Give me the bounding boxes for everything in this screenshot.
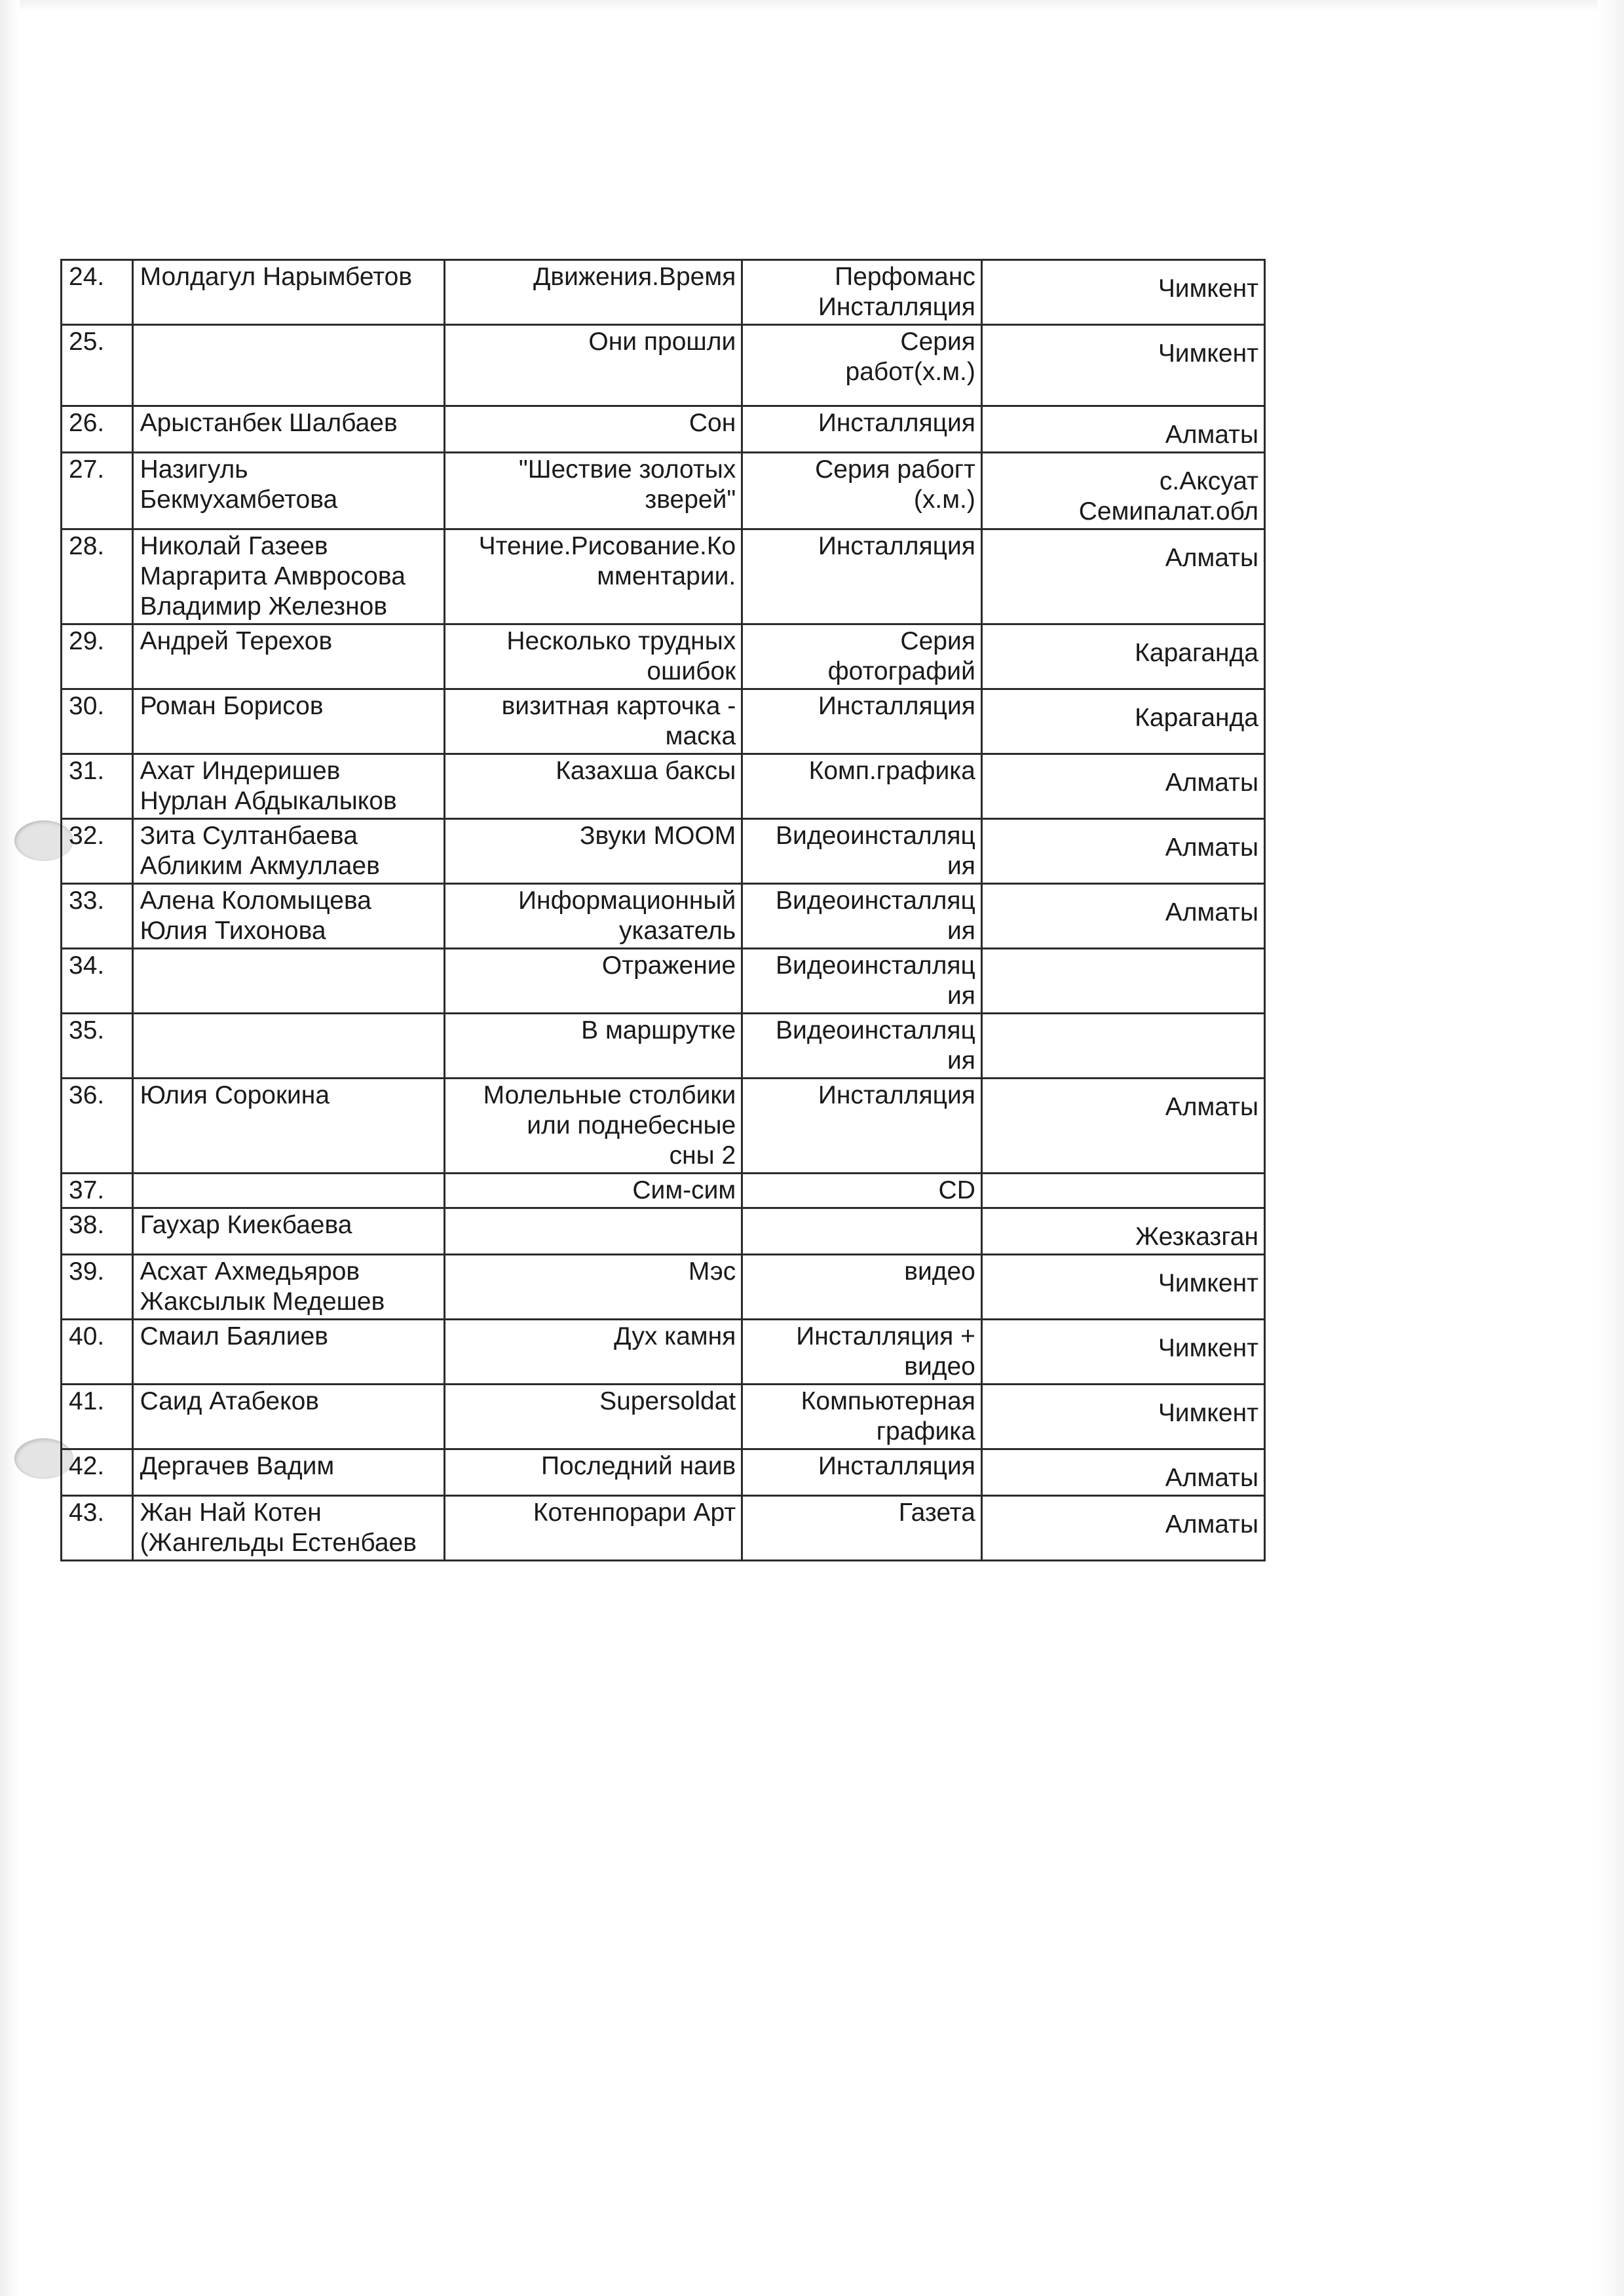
scan-edge-right <box>1598 0 1624 2296</box>
row-number: 35. <box>69 1016 105 1044</box>
row-number-cell <box>62 754 133 819</box>
work-type-cell <box>742 1255 982 1320</box>
row-number: 30. <box>69 692 105 720</box>
work-title-cell <box>445 819 742 884</box>
row-number-cell <box>62 529 133 624</box>
city: Алматы <box>1165 833 1258 862</box>
artist-name-cell <box>132 1079 444 1174</box>
artist-name: Арыстанбек Шалбаев <box>140 409 398 437</box>
work-type: Инсталляция <box>818 692 975 720</box>
work-type-cell <box>742 949 982 1014</box>
table-row <box>62 406 1265 453</box>
work-type-cell <box>742 1208 982 1255</box>
city-cell <box>981 689 1264 754</box>
work-type: Инсталляция + видео <box>796 1322 975 1381</box>
city <box>989 1176 1258 1187</box>
city: Алматы <box>1165 1510 1258 1539</box>
row-number: 28. <box>69 532 105 560</box>
table-row <box>62 754 1265 819</box>
work-title: Сим-сим <box>632 1176 736 1204</box>
table-row <box>62 1014 1265 1079</box>
artist-name: Молдагул Нарымбетов <box>140 263 413 291</box>
work-title-cell <box>445 325 742 406</box>
artist-name-cell <box>132 1496 444 1561</box>
work-title: Отражение <box>601 951 736 980</box>
row-number: 38. <box>69 1211 105 1239</box>
row-number-cell <box>62 1014 133 1079</box>
work-title-cell <box>445 624 742 689</box>
row-number: 25. <box>69 328 105 356</box>
work-type-cell <box>742 1014 982 1079</box>
work-type: Серия рабогт (х.м.) <box>815 455 975 514</box>
work-title-cell <box>445 689 742 754</box>
city-cell <box>981 1208 1264 1255</box>
row-number-cell <box>62 1208 133 1255</box>
work-title-cell <box>445 884 742 949</box>
work-type-cell <box>742 819 982 884</box>
row-number: 29. <box>69 627 105 655</box>
row-number: 24. <box>69 263 105 291</box>
work-type-cell <box>742 884 982 949</box>
city: с.Аксуат Семипалат.обл <box>1078 467 1258 526</box>
city-cell <box>981 1449 1264 1496</box>
artist-name: Зита Султанбаева Абликим Акмуллаев <box>140 822 380 880</box>
row-number-cell <box>62 949 133 1014</box>
table-row <box>62 1496 1265 1561</box>
work-type-cell <box>742 529 982 624</box>
city-cell <box>981 1014 1264 1079</box>
artist-name-cell <box>132 624 444 689</box>
row-number: 42. <box>69 1452 105 1480</box>
work-title-cell <box>445 949 742 1014</box>
work-type: CD <box>938 1176 975 1204</box>
work-title: Котенпорари Арт <box>533 1499 736 1527</box>
work-type: Видеоинсталляц ия <box>776 951 975 1010</box>
table-row <box>62 325 1265 406</box>
work-title: визитная карточка - маска <box>501 692 736 750</box>
city: Чимкент <box>1158 1334 1258 1362</box>
row-number-cell <box>62 1385 133 1449</box>
table-body <box>62 260 1265 1561</box>
row-number: 41. <box>69 1387 105 1415</box>
work-title: Информационный указатель <box>518 887 736 945</box>
work-title: Supersoldat <box>599 1387 736 1415</box>
work-type-cell <box>742 453 982 529</box>
artist-name-cell <box>132 529 444 624</box>
artist-name: Юлия Сорокина <box>140 1081 330 1109</box>
row-number: 26. <box>69 409 105 437</box>
artist-name: Жан Най Котен (Жангельды Естенбаев <box>140 1499 417 1557</box>
artist-name-cell <box>132 1208 444 1255</box>
artist-name-cell <box>132 1385 444 1449</box>
artist-name: Роман Борисов <box>140 692 324 720</box>
artist-name: Назигуль Бекмухамбетова <box>140 455 338 514</box>
row-number-cell <box>62 689 133 754</box>
table-row <box>62 1079 1265 1174</box>
work-type-cell <box>742 1174 982 1208</box>
work-type-cell <box>742 689 982 754</box>
city: Караганда <box>1135 704 1258 732</box>
table-row <box>62 1449 1265 1496</box>
artist-name-cell <box>132 1320 444 1385</box>
artist-name: Асхат Ахмедьяров Жаксылык Медешев <box>140 1257 385 1316</box>
city-cell <box>981 624 1264 689</box>
artist-name: Дергачев Вадим <box>140 1452 335 1480</box>
artist-name-cell <box>132 1014 444 1079</box>
city-cell <box>981 325 1264 406</box>
work-title: Движения.Время <box>533 263 736 291</box>
table-row <box>62 949 1265 1014</box>
scan-edge-top <box>0 0 1624 12</box>
work-title-cell <box>445 529 742 624</box>
work-title: Звуки МООМ <box>580 822 736 850</box>
work-type: Видеоинсталляц ия <box>776 822 975 880</box>
table-row <box>62 1320 1265 1385</box>
city-cell <box>981 453 1264 529</box>
work-type: Инсталляция <box>818 1081 975 1109</box>
city: Жезказган <box>1135 1223 1258 1251</box>
work-title-cell <box>445 1449 742 1496</box>
row-number: 39. <box>69 1257 105 1286</box>
city: Чимкент <box>1158 275 1258 303</box>
row-number-cell <box>62 1174 133 1208</box>
table-row <box>62 689 1265 754</box>
work-type-cell <box>742 406 982 453</box>
row-number-cell <box>62 1496 133 1561</box>
work-title: Чтение.Рисование.Ко мментарии. <box>478 532 736 590</box>
work-title: Дух камня <box>614 1322 736 1350</box>
city-cell <box>981 819 1264 884</box>
work-type: Инсталляция <box>818 409 975 437</box>
work-type: Видеоинсталляц ия <box>776 887 975 945</box>
city <box>989 1016 1258 1027</box>
artist-name-cell <box>132 1174 444 1208</box>
work-title-cell <box>445 1320 742 1385</box>
artist-name-cell <box>132 1255 444 1320</box>
city-cell <box>981 406 1264 453</box>
work-type: Серия работ(х.м.) <box>845 328 975 386</box>
city-cell <box>981 1079 1264 1174</box>
city: Караганда <box>1135 639 1258 667</box>
work-title: Мэс <box>688 1257 736 1286</box>
city-cell <box>981 1174 1264 1208</box>
row-number: 43. <box>69 1499 105 1527</box>
work-title: Сон <box>689 409 736 437</box>
table-row <box>62 453 1265 529</box>
table-row <box>62 884 1265 949</box>
work-title-cell <box>445 1385 742 1449</box>
artist-name: Алена Коломыцева Юлия Тихонова <box>140 887 371 945</box>
work-title-cell <box>445 1174 742 1208</box>
artist-name-cell <box>132 260 444 325</box>
work-type: Перфоманс Инсталляция <box>818 263 975 321</box>
work-type-cell <box>742 260 982 325</box>
work-type: Инсталляция <box>818 1452 975 1480</box>
city-cell <box>981 1255 1264 1320</box>
table-row <box>62 529 1265 624</box>
work-type: Серия фотографий <box>827 627 975 685</box>
work-title-cell <box>445 406 742 453</box>
artist-name-cell <box>132 949 444 1014</box>
work-type-cell <box>742 325 982 406</box>
work-title: Молельные столбики или поднебесные сны 2 <box>483 1081 736 1170</box>
artist-name-cell <box>132 884 444 949</box>
row-number-cell <box>62 1449 133 1496</box>
artist-name-cell <box>132 754 444 819</box>
city-cell <box>981 1496 1264 1561</box>
work-type: Видеоинсталляц ия <box>776 1016 975 1075</box>
scan-edge-left <box>0 0 20 2296</box>
row-number-cell <box>62 325 133 406</box>
work-title-cell <box>445 1255 742 1320</box>
work-title-cell <box>445 260 742 325</box>
artist-name-cell <box>132 689 444 754</box>
table-row <box>62 624 1265 689</box>
artist-name-cell <box>132 325 444 406</box>
row-number: 32. <box>69 822 105 850</box>
row-number-cell <box>62 624 133 689</box>
work-type-cell <box>742 1496 982 1561</box>
city: Алматы <box>1165 898 1258 927</box>
city-cell <box>981 884 1264 949</box>
artist-name: Николай Газеев Маргарита Амвросова Владимир Железнов <box>140 532 406 621</box>
table-row <box>62 1255 1265 1320</box>
work-title-cell <box>445 1208 742 1255</box>
work-title-cell <box>445 1014 742 1079</box>
city-cell <box>981 754 1264 819</box>
row-number: 33. <box>69 887 105 915</box>
row-number-cell <box>62 884 133 949</box>
city-cell <box>981 260 1264 325</box>
participants-table <box>60 259 1266 1561</box>
artist-name-cell <box>132 819 444 884</box>
work-title-cell <box>445 453 742 529</box>
city-cell <box>981 1320 1264 1385</box>
row-number: 40. <box>69 1322 105 1350</box>
work-title: Казахша баксы <box>556 757 736 785</box>
row-number: 36. <box>69 1081 105 1109</box>
work-type: Инсталляция <box>818 532 975 560</box>
row-number-cell <box>62 406 133 453</box>
city: Алматы <box>1165 544 1258 572</box>
work-title: В маршрутке <box>581 1016 736 1044</box>
work-type: Газета <box>898 1499 975 1527</box>
artist-name: Андрей Терехов <box>140 627 333 655</box>
artist-name-cell <box>132 453 444 529</box>
work-type-cell <box>742 1079 982 1174</box>
table-row <box>62 1208 1265 1255</box>
row-number-cell <box>62 1079 133 1174</box>
row-number-cell <box>62 1320 133 1385</box>
work-title-cell <box>445 754 742 819</box>
table-row <box>62 819 1265 884</box>
work-type-cell <box>742 624 982 689</box>
work-type: Компьютерная графика <box>801 1387 975 1445</box>
work-type-cell <box>742 1385 982 1449</box>
city: Алматы <box>1165 1093 1258 1121</box>
artist-name-cell <box>132 1449 444 1496</box>
work-title: Несколько трудных ошибок <box>506 627 736 685</box>
row-number-cell <box>62 1255 133 1320</box>
row-number: 31. <box>69 757 105 785</box>
city: Алматы <box>1165 1464 1258 1492</box>
row-number-cell <box>62 819 133 884</box>
work-type-cell <box>742 754 982 819</box>
work-title-cell <box>445 1079 742 1174</box>
work-title: "Шествие золотых зверей" <box>518 455 736 514</box>
city-cell <box>981 529 1264 624</box>
work-title-cell <box>445 1496 742 1561</box>
table-row <box>62 260 1265 325</box>
artist-name: Саид Атабеков <box>140 1387 320 1415</box>
row-number-cell <box>62 260 133 325</box>
work-title: Они прошли <box>588 328 736 356</box>
city: Алматы <box>1165 769 1258 797</box>
city-cell <box>981 949 1264 1014</box>
city: Чимкент <box>1158 339 1258 368</box>
city-cell <box>981 1385 1264 1449</box>
artist-name: Ахат Индеришев Нурлан Абдыкалыков <box>140 757 397 815</box>
work-title: Последний наив <box>541 1452 736 1480</box>
table-row <box>62 1385 1265 1449</box>
city: Чимкент <box>1158 1269 1258 1297</box>
artist-name: Гаухар Киекбаева <box>140 1211 352 1239</box>
work-type-cell <box>742 1320 982 1385</box>
artist-name: Смаил Баялиев <box>140 1322 328 1350</box>
work-type: видео <box>904 1257 975 1286</box>
row-number-cell <box>62 453 133 529</box>
city <box>989 951 1258 963</box>
row-number: 27. <box>69 455 105 484</box>
work-type: Комп.графика <box>808 757 975 785</box>
row-number: 37. <box>69 1176 105 1204</box>
city: Чимкент <box>1158 1399 1258 1427</box>
city: Алматы <box>1165 421 1258 449</box>
work-type-cell <box>742 1449 982 1496</box>
artist-name-cell <box>132 406 444 453</box>
table-row <box>62 1174 1265 1208</box>
row-number: 34. <box>69 951 105 980</box>
